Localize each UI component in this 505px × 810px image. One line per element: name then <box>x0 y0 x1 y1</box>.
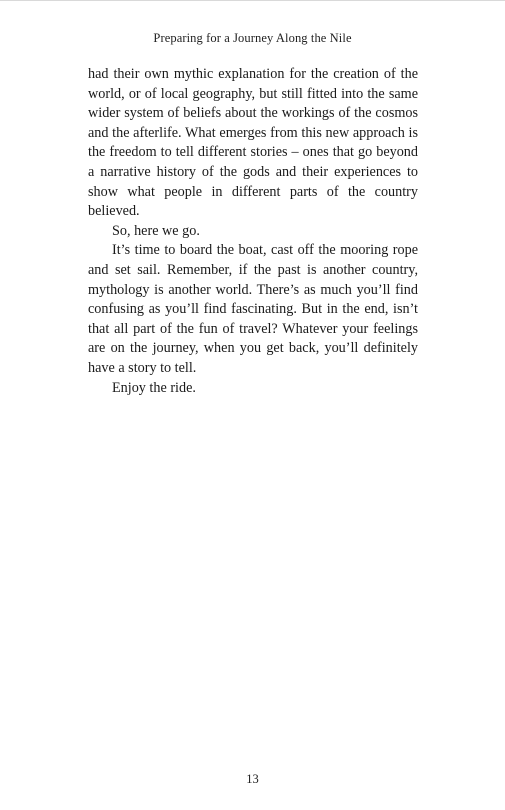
paragraph-board-the-boat: It’s time to board the boat, cast off the mooring rope and set sail. Remember, if the past is another country, mythology is another world. There’s as much you’ll find confusing as you’ll find fascinating. But in the end, isn’t that all part of the fun of travel? Whatever your feelings are on the journey, when you get back, you’ll definitely have a story to tell. <box>88 242 418 376</box>
paragraph-continuation: had their own mythic explanation for the creation of the world, or of local geography, but still fitted into the same wider system of beliefs about the workings of the cosmos and the afterlife. What emerges from this new approach is the freedom to tell different stories – ones that go beyond a narrative history of the gods and their experiences to show what people in different parts of the country believed. <box>88 66 418 220</box>
running-header-title: Preparing for a Journey Along the Nile <box>153 31 352 45</box>
paragraph-here-we-go: So, here we go. <box>112 222 200 239</box>
paragraph-enjoy-the-ride: Enjoy the ride. <box>112 379 196 396</box>
body-text <box>88 65 418 398</box>
page-number: 13 <box>246 772 259 786</box>
